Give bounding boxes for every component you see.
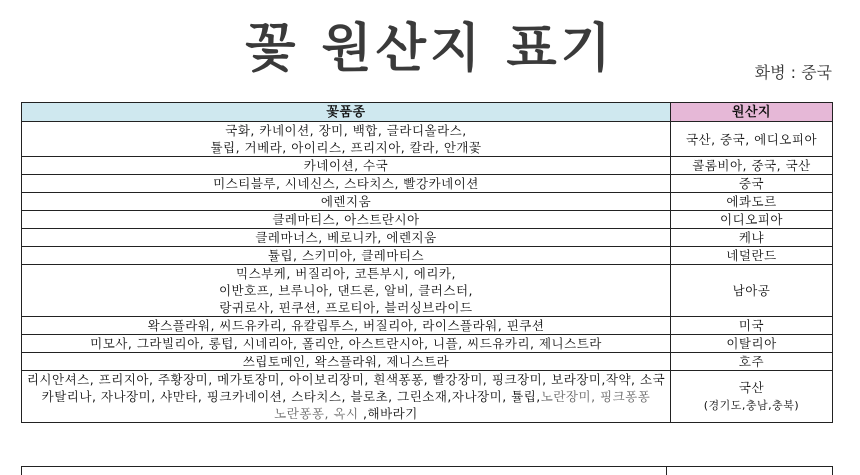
origin-cell: 이탈리아	[671, 335, 833, 353]
origin-cell: 케냐	[671, 229, 833, 247]
flower-line: 이반호프, 브루니아, 댄드론, 알비, 클러스터,	[218, 283, 474, 298]
origin-cell: 호주	[671, 353, 833, 371]
table-row	[22, 335, 833, 353]
flower-cell	[22, 353, 671, 371]
flower-cell	[22, 317, 671, 335]
table-row	[22, 229, 833, 247]
table-edge-tick	[21, 466, 22, 475]
flower-cell	[22, 122, 671, 157]
table-edge-tick	[832, 466, 833, 475]
flower-line: 클레마너스, 베로니카, 에렌지움	[255, 230, 437, 245]
origin-cell: 콜롬비아, 중국, 국산	[671, 157, 833, 175]
page-title: 꽃 원산지 표기	[245, 19, 615, 79]
table-row	[22, 157, 833, 175]
origin-cell: 중국	[671, 175, 833, 193]
flower-line: 랑귀로사, 핀쿠션, 프로티아, 블러싱브라이드	[219, 300, 473, 315]
flower-line	[24, 405, 668, 422]
table-row	[22, 265, 833, 317]
flower-cell	[22, 335, 671, 353]
flower-line-part: ,해바라기	[358, 406, 418, 421]
flower-line: 국화, 카네이션, 장미, 백합, 글라디올라스,	[225, 123, 467, 138]
table-header-row	[22, 103, 833, 122]
origin-cell: 네덜란드	[671, 247, 833, 265]
flower-cell	[22, 211, 671, 229]
flower-line-part: 카탈리나, 자나장미, 샤만타, 핑크카네이션, 스타치스, 블로초, 그린소재,자나장미, 튤립,	[41, 389, 541, 404]
table-row	[22, 193, 833, 211]
flower-line: 쓰립토메인, 왁스플라워, 제니스트라	[242, 354, 450, 369]
origin-cell: 이디오피아	[671, 211, 833, 229]
flower-line	[24, 388, 668, 405]
flower-line: 튤립, 거베라, 아이리스, 프리지아, 칼라, 안개꽃	[210, 140, 482, 155]
table-body	[22, 122, 833, 423]
flower-cell	[22, 229, 671, 247]
flower-cell	[22, 265, 671, 317]
table-row	[22, 122, 833, 157]
column-header-origin: 원산지	[671, 103, 833, 122]
table-row	[22, 353, 833, 371]
vase-origin-note: 화병 : 중국	[754, 63, 832, 82]
origin-cell: 남아공	[671, 265, 833, 317]
table-row	[22, 211, 833, 229]
flower-cell	[22, 193, 671, 211]
flower-cell	[22, 247, 671, 265]
origin-cell: 미국	[671, 317, 833, 335]
table-row	[22, 247, 833, 265]
flower-line: 믹스부케, 버질리아, 코튼부시, 에리카,	[236, 266, 456, 281]
origin-region: (경기도,충남,충북)	[703, 398, 800, 412]
table-row	[22, 317, 833, 335]
flower-line: 에렌지움	[320, 194, 372, 209]
flower-line: 미모사, 그라빌리아, 롱텁, 시네리아, 폴리안, 아스트란시아, 니플, 씨드유카리, 제니스트라	[90, 336, 602, 351]
origin-cell: 에콰도르	[671, 193, 833, 211]
flower-cell-domestic	[22, 371, 671, 423]
table-row-last	[22, 371, 833, 423]
flower-origin-table	[21, 102, 833, 423]
table-edge-tick	[666, 466, 667, 475]
origin-cell: 국산, 중국, 에디오피아	[671, 122, 833, 157]
flower-line: 미스티블루, 시네신스, 스타치스, 빨강카네이션	[213, 176, 479, 191]
flower-line-part-gray: 노란퐁퐁, 옥시	[274, 406, 359, 421]
table-row	[22, 175, 833, 193]
flower-line: 튤립, 스키미아, 클레마티스	[267, 248, 425, 263]
flower-line: 왁스플라워, 씨드유카리, 유칼립투스, 버질리아, 라이스플라워, 핀쿠션	[147, 318, 545, 333]
flower-line: 카네이션, 수국	[303, 158, 389, 173]
table-bottom-edge	[21, 466, 833, 467]
origin-cell-domestic	[671, 371, 833, 423]
flower-cell	[22, 157, 671, 175]
flower-cell	[22, 175, 671, 193]
flower-line: 클레마티스, 아스트란시아	[272, 212, 420, 227]
column-header-flowers: 꽃품종	[22, 103, 671, 122]
flower-line: 리시안셔스, 프리지아, 주황장미, 메가토장미, 아이보리장미, 흰색퐁퐁, 빨강장미, 핑크장미, 보라장미,작약, 소국	[26, 372, 666, 387]
origin-main: 국산	[738, 379, 765, 395]
flower-line-part-gray: 노란장미, 핑크퐁퐁	[540, 389, 651, 404]
